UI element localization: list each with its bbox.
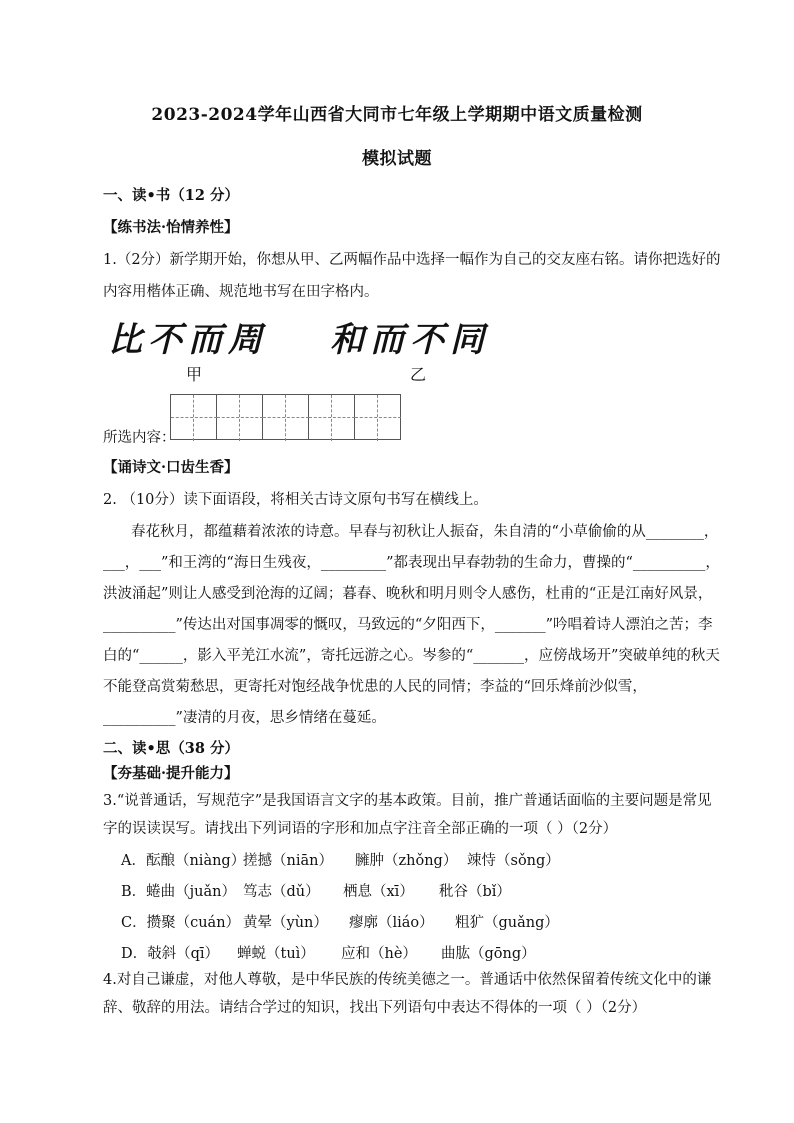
exam-title: 2023-2024学年山西省大同市七年级上学期期中语文质量检测 <box>151 105 643 125</box>
grid-cell[interactable] <box>309 394 355 440</box>
subsection-calligraphy: 【练书法·怡情养性】 <box>103 219 239 236</box>
question-3-line-1: 3.“说普通话，写规范字”是我国语言文字的基本政策。目前，推广普通话面临的主要问题是常见 <box>103 793 712 809</box>
subsection-foundation: 【夯基础·提升能力】 <box>103 765 239 782</box>
exam-subtitle: 模拟试题 <box>362 149 432 169</box>
question-2-line: 春花秋月，都蕴藉着浓浓的诗意。早春与初秋让人振奋，朱自清的“小草偷偷的从________， <box>131 524 719 540</box>
question-3-option-c[interactable]: C．攒聚（cuán） 黄晕（yùn） 瘳廓（liáo） 粗犷（guǎng） <box>121 915 559 931</box>
question-2-line: 不能登高赏菊愁思，更寄托对饱经战争忧患的人民的同情；李益的“回乐烽前沙似雪， <box>103 679 647 695</box>
section-2-heading: 二、读•思（38 分） <box>103 740 239 757</box>
question-2-line: 洪波涌起”则让人感受到沧海的辽阔；暮春、晚秋和明月则令人感伤，杜甫的“正是江南好风景， <box>103 586 713 602</box>
question-3-option-b[interactable]: B．蜷曲（juǎn） 笃志（dǔ） 栖息（xī） 秕谷（bǐ） <box>121 884 511 900</box>
question-4-line-2: 辞、敬辞的用法。请结合学过的知识，找出下列语句中表达不得体的一项（ ）（2分） <box>103 1000 647 1016</box>
section-1-heading: 一、读•书（12 分） <box>103 187 239 204</box>
question-1-line-2: 内容用楷体正确、规范地书写在田字格内。 <box>103 284 379 300</box>
calligraphy-jia: 比不而周 <box>108 320 268 360</box>
question-2-line: __________”凄清的月夜，思乡情绪在蔓延。 <box>103 710 386 726</box>
calligraphy-yi: 和而不同 <box>330 320 490 360</box>
question-3-option-a[interactable]: A．酝酿（niàng）搓撼（niān） 臃肿（zhǒng） 竦恃（sǒng） <box>121 853 560 869</box>
subsection-recitation: 【诵诗文·口齿生香】 <box>103 459 239 476</box>
grid-cell[interactable] <box>355 394 401 440</box>
label-jia: 甲 <box>186 365 203 384</box>
selected-content-label: 所选内容： <box>103 430 176 446</box>
question-2-line: 白的“______，影入平羌江水流”，寄托远游之心。岑参的“_______，应傍战场开”突破单纯的秋天 <box>103 648 720 664</box>
question-2-line: __________”传达出对国事凋零的慨叹，马致远的“夕阳西下，_______”吟唱着诗人漂泊之苦；李 <box>103 617 713 633</box>
grid-cell[interactable] <box>217 394 263 440</box>
label-yi: 乙 <box>410 365 427 384</box>
question-3-option-d[interactable]: D．攲斜（qī） 蝉蜕（tuì） 应和（hè） 曲肱（gōng） <box>121 946 536 962</box>
tianzige-grid[interactable] <box>170 394 401 440</box>
question-3-line-2: 字的误读误写。请找出下列词语的字形和加点字注音全部正确的一项（ ）（2分） <box>103 821 618 837</box>
grid-cell[interactable] <box>171 394 217 440</box>
question-2-line: ___，___”和王湾的“海日生残夜，_________”都表现出早春勃勃的生命力，曹操的“__________， <box>103 555 720 571</box>
question-1-line-1: 1.（2分）新学期开始，你想从甲、乙两幅作品中选择一幅作为自己的交友座右铭。请你把选好的 <box>103 252 721 268</box>
grid-cell[interactable] <box>263 394 309 440</box>
question-2-heading: 2. （10分）读下面语段，将相关古诗文原句书写在横线上。 <box>103 492 488 508</box>
question-4-line-1: 4.对自己谦虚，对他人尊敬，是中华民族的传统美德之一。普通话中依然保留着传统文化中的谦 <box>103 972 712 988</box>
